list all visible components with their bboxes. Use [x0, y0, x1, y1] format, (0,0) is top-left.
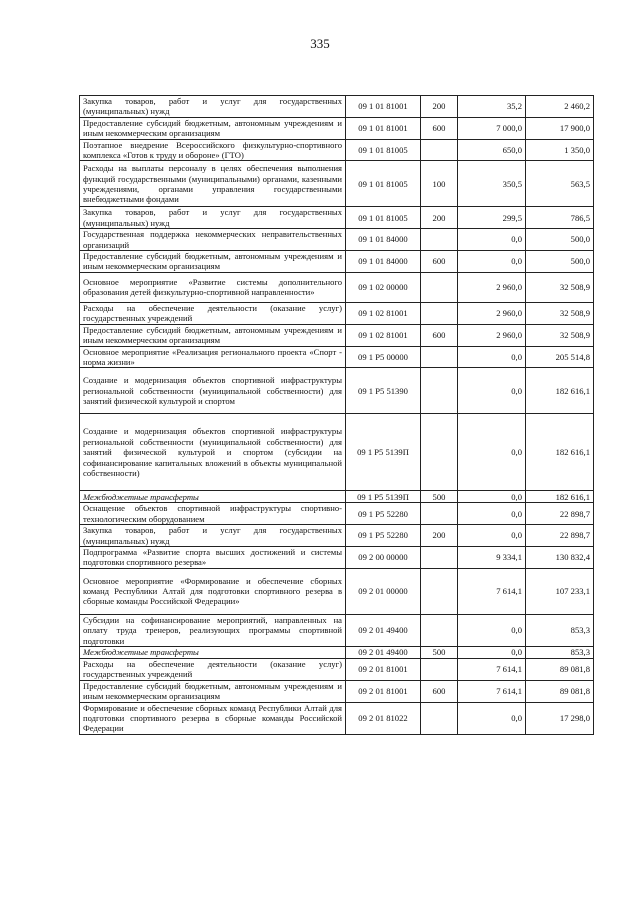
table-row: [80, 491, 594, 503]
row-value-2-cell: 182 616,1: [526, 491, 594, 503]
row-value-1-cell: 0,0: [458, 503, 526, 525]
row-value-2-cell: 2 460,2: [526, 96, 594, 118]
row-type-cell: 600: [421, 324, 458, 346]
row-type-cell: [421, 302, 458, 324]
row-value-1-cell: 650,0: [458, 139, 526, 161]
row-code-cell: 09 1 01 81005: [346, 139, 421, 161]
row-type-cell: [421, 139, 458, 161]
row-type-cell: [421, 346, 458, 368]
row-code-cell: 09 1 P5 5139П: [346, 491, 421, 503]
row-name-cell: Основное мероприятие «Формирование и обеспечение сборных команд Республики Алтай для подготовки спортивного резерва в сборные команды Российской Федерации»: [80, 568, 346, 614]
row-name-cell: Закупка товаров, работ и услуг для государственных (муниципальных) нужд: [80, 207, 346, 229]
row-value-1-cell: 35,2: [458, 96, 526, 118]
row-value-1-cell: 0,0: [458, 702, 526, 734]
table-row: [80, 503, 594, 525]
table-row: [80, 646, 594, 658]
row-name-cell: Поэтапное внедрение Всероссийского физкультурно-спортивного комплекса «Готов к труду и обороне» (ГТО): [80, 139, 346, 161]
row-name-cell: Создание и модернизация объектов спортивной инфраструктуры региональной собственности (муниципальной собственности) для занятий физической культурой и спортом: [80, 368, 346, 414]
table-row: [80, 525, 594, 547]
row-code-cell: 09 1 01 81001: [346, 96, 421, 118]
row-type-cell: [421, 614, 458, 646]
row-code-cell: 09 1 P5 51390: [346, 368, 421, 414]
row-name-cell: Межбюджетные трансферты: [80, 646, 346, 658]
row-value-2-cell: 89 081,8: [526, 680, 594, 702]
table-row: [80, 161, 594, 207]
row-value-1-cell: 2 960,0: [458, 272, 526, 302]
table-row: [80, 272, 594, 302]
row-code-cell: 09 1 01 81005: [346, 161, 421, 207]
row-value-1-cell: 350,5: [458, 161, 526, 207]
row-value-2-cell: 1 350,0: [526, 139, 594, 161]
row-value-2-cell: 182 616,1: [526, 368, 594, 414]
row-code-cell: 09 1 P5 52280: [346, 525, 421, 547]
row-name-cell: Основное мероприятие «Развитие системы дополнительного образования детей физкультурно-спортивной направленности»: [80, 272, 346, 302]
row-code-cell: 09 1 02 81001: [346, 302, 421, 324]
table-row: [80, 302, 594, 324]
row-value-1-cell: 7 614,1: [458, 680, 526, 702]
row-value-1-cell: 7 000,0: [458, 117, 526, 139]
row-code-cell: 09 1 01 81001: [346, 117, 421, 139]
row-code-cell: 09 1 02 00000: [346, 272, 421, 302]
row-name-cell: Расходы на обеспечение деятельности (оказание услуг) государственных учреждений: [80, 302, 346, 324]
row-value-2-cell: 130 832,4: [526, 546, 594, 568]
row-value-1-cell: 2 960,0: [458, 302, 526, 324]
row-type-cell: [421, 229, 458, 251]
row-type-cell: 500: [421, 491, 458, 503]
row-value-2-cell: 500,0: [526, 251, 594, 273]
table-row: [80, 368, 594, 414]
table-row: [80, 680, 594, 702]
row-type-cell: 600: [421, 680, 458, 702]
row-name-cell: Предоставление субсидий бюджетным, автономным учреждениям и иным некоммерческим организациям: [80, 324, 346, 346]
row-value-1-cell: 0,0: [458, 368, 526, 414]
row-code-cell: 09 1 P5 5139П: [346, 414, 421, 491]
row-code-cell: 09 2 01 81001: [346, 658, 421, 680]
row-code-cell: 09 1 02 81001: [346, 324, 421, 346]
row-value-2-cell: 32 508,9: [526, 272, 594, 302]
row-type-cell: [421, 414, 458, 491]
table-row: [80, 658, 594, 680]
row-value-2-cell: 32 508,9: [526, 324, 594, 346]
row-value-2-cell: 89 081,8: [526, 658, 594, 680]
row-type-cell: [421, 568, 458, 614]
row-value-2-cell: 853,3: [526, 614, 594, 646]
row-value-1-cell: 0,0: [458, 229, 526, 251]
row-value-1-cell: 299,5: [458, 207, 526, 229]
row-type-cell: [421, 503, 458, 525]
row-name-cell: Основное мероприятие «Реализация регионального проекта «Спорт - норма жизни»: [80, 346, 346, 368]
row-value-1-cell: 9 334,1: [458, 546, 526, 568]
row-name-cell: Государственная поддержка некоммерческих неправительственных организаций: [80, 229, 346, 251]
row-value-1-cell: 0,0: [458, 614, 526, 646]
row-code-cell: 09 2 01 81022: [346, 702, 421, 734]
table-row: [80, 346, 594, 368]
table-row: [80, 96, 594, 118]
row-value-1-cell: 0,0: [458, 525, 526, 547]
row-code-cell: 09 2 01 00000: [346, 568, 421, 614]
budget-table-body: [80, 96, 594, 735]
row-name-cell: Оснащение объектов спортивной инфраструктуры спортивно-технологическим оборудованием: [80, 503, 346, 525]
table-row: [80, 614, 594, 646]
row-type-cell: 100: [421, 161, 458, 207]
row-name-cell: Субсидии на софинансирование мероприятий, направленных на оплату труда тренеров, реализующих программы спортивной подготовки: [80, 614, 346, 646]
table-row: [80, 207, 594, 229]
row-type-cell: 500: [421, 646, 458, 658]
table-row: [80, 702, 594, 734]
row-value-2-cell: 17 900,0: [526, 117, 594, 139]
row-type-cell: [421, 546, 458, 568]
row-name-cell: Создание и модернизация объектов спортивной инфраструктуры региональной собственности (муниципальной собственности) для занятий физической культурой и спортом (субсидии на софинансирование капитальных вложений в объекты муниципальной собственности): [80, 414, 346, 491]
row-value-2-cell: 22 898,7: [526, 503, 594, 525]
budget-table: [79, 95, 594, 735]
table-row: [80, 229, 594, 251]
row-value-2-cell: 500,0: [526, 229, 594, 251]
table-row: [80, 117, 594, 139]
row-value-1-cell: 2 960,0: [458, 324, 526, 346]
row-type-cell: 200: [421, 207, 458, 229]
row-code-cell: 09 1 01 84000: [346, 229, 421, 251]
row-type-cell: [421, 702, 458, 734]
row-name-cell: Межбюджетные трансферты: [80, 491, 346, 503]
row-value-2-cell: 563,5: [526, 161, 594, 207]
row-type-cell: [421, 658, 458, 680]
row-value-1-cell: 7 614,1: [458, 568, 526, 614]
table-row: [80, 251, 594, 273]
page-number: 335: [310, 36, 330, 51]
row-name-cell: Предоставление субсидий бюджетным, автономным учреждениям и иным некоммерческим организациям: [80, 251, 346, 273]
row-code-cell: 09 2 01 81001: [346, 680, 421, 702]
table-row: [80, 568, 594, 614]
row-value-1-cell: 0,0: [458, 414, 526, 491]
row-name-cell: Закупка товаров, работ и услуг для государственных (муниципальных) нужд: [80, 96, 346, 118]
row-type-cell: 600: [421, 117, 458, 139]
row-value-2-cell: 205 514,8: [526, 346, 594, 368]
row-value-2-cell: 17 298,0: [526, 702, 594, 734]
row-value-2-cell: 786,5: [526, 207, 594, 229]
row-value-1-cell: 0,0: [458, 491, 526, 503]
row-type-cell: [421, 272, 458, 302]
row-value-2-cell: 853,3: [526, 646, 594, 658]
row-value-2-cell: 32 508,9: [526, 302, 594, 324]
row-name-cell: Предоставление субсидий бюджетным, автономным учреждениям и иным некоммерческим организациям: [80, 117, 346, 139]
row-code-cell: 09 2 01 49400: [346, 614, 421, 646]
row-code-cell: 09 1 P5 52280: [346, 503, 421, 525]
row-code-cell: 09 2 00 00000: [346, 546, 421, 568]
row-type-cell: 200: [421, 96, 458, 118]
row-value-2-cell: 22 898,7: [526, 525, 594, 547]
row-code-cell: 09 1 01 84000: [346, 251, 421, 273]
row-code-cell: 09 1 01 81005: [346, 207, 421, 229]
table-row: [80, 414, 594, 491]
row-value-2-cell: 107 233,1: [526, 568, 594, 614]
table-row: [80, 546, 594, 568]
table-row: [80, 139, 594, 161]
table-row: [80, 324, 594, 346]
row-value-1-cell: 0,0: [458, 346, 526, 368]
row-name-cell: Формирование и обеспечение сборных команд Республики Алтай для подготовки спортивного резерва в сборные команды Российской Федерации: [80, 702, 346, 734]
row-name-cell: Расходы на выплаты персоналу в целях обеспечения выполнения функций государственными (муниципальными) органами, казенными учреждениями, органами управления государственными внебюджетными фондами: [80, 161, 346, 207]
row-value-2-cell: 182 616,1: [526, 414, 594, 491]
row-value-1-cell: 0,0: [458, 646, 526, 658]
row-name-cell: Предоставление субсидий бюджетным, автономным учреждениям и иным некоммерческим организациям: [80, 680, 346, 702]
row-type-cell: 200: [421, 525, 458, 547]
row-type-cell: 600: [421, 251, 458, 273]
row-value-1-cell: 7 614,1: [458, 658, 526, 680]
row-name-cell: Расходы на обеспечение деятельности (оказание услуг) государственных учреждений: [80, 658, 346, 680]
row-value-1-cell: 0,0: [458, 251, 526, 273]
row-name-cell: Подпрограмма «Развитие спорта высших достижений и системы подготовки спортивного резерва»: [80, 546, 346, 568]
row-type-cell: [421, 368, 458, 414]
row-code-cell: 09 2 01 49400: [346, 646, 421, 658]
row-name-cell: Закупка товаров, работ и услуг для государственных (муниципальных) нужд: [80, 525, 346, 547]
row-code-cell: 09 1 P5 00000: [346, 346, 421, 368]
